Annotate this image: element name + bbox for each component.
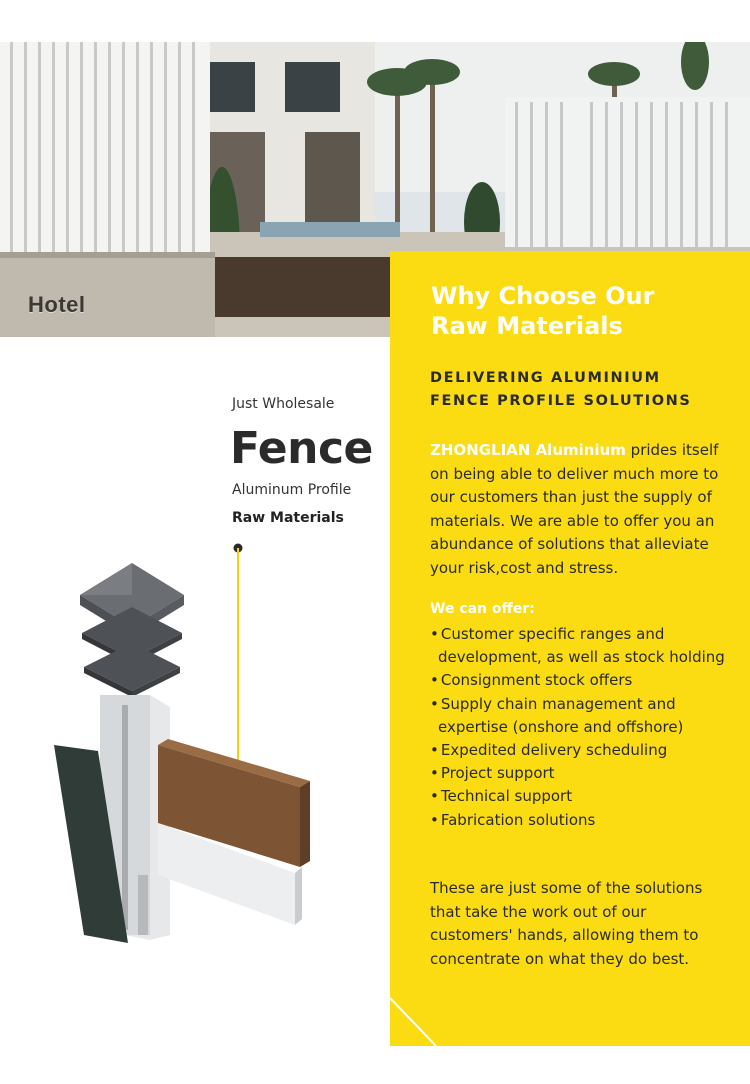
panel-intro [430,439,720,580]
closing-text: These are just some of the solutions that take the work out of our customers' hands, allowing them to concentrate on what they do best. [430,879,703,968]
raw-materials-label: Raw Materials [232,510,344,526]
offer-item: • Consignment stock offers [430,669,730,692]
brand-name: ZHONGLIAN Aluminium [430,441,626,459]
offer-item: • Technical support [430,785,730,808]
offer-list [430,623,730,832]
offer-item: • Project support [430,762,730,785]
panel-subhead-line1: DELIVERING ALUMINIUM [430,370,661,386]
why-choose-panel [390,251,750,1046]
hotel-sign: Hotel [28,292,86,317]
offer-item: • Supply chain management and expertise (onshore and offshore) [430,693,730,739]
intro-text: prides itself on being able to deliver much more to our customers than just the supply of materials. We are able to offer you an abundance of solutions that alleviate your risk,cost and stress. [430,441,719,577]
panel-heading-line1: Why Choose Our [431,282,655,310]
pre-title: Just Wholesale [232,396,335,412]
offer-title: We can offer: [430,601,535,617]
panel-subhead [430,367,691,413]
offer-item: • Customer specific ranges and development, as well as stock holding [430,623,730,669]
product-subtitle: Aluminum Profile [232,482,352,498]
offer-item: • Expedited delivery scheduling [430,739,730,762]
panel-heading [431,281,731,341]
fence-profile-illustration [40,555,320,955]
offer-item: • Fabrication solutions [430,809,730,832]
corner-accent [390,986,470,1046]
product-title: Fence [230,423,373,474]
panel-subhead-line2: FENCE PROFILE SOLUTIONS [430,393,692,409]
panel-heading-line2: Raw Materials [431,312,623,340]
